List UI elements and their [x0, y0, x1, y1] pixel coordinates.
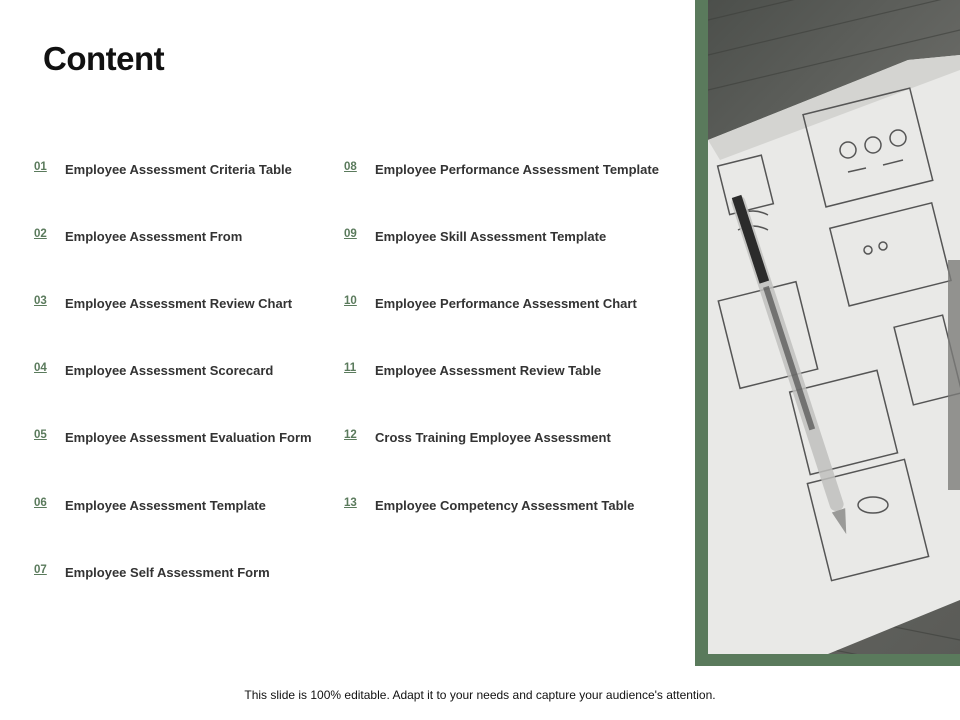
item-number[interactable]: 11 — [344, 362, 357, 374]
item-label: Cross Training Employee Assessment — [375, 430, 611, 445]
item-label: Employee Assessment From — [65, 229, 243, 244]
item-label: Employee Assessment Evaluation Form — [65, 430, 312, 445]
sketchbook-photo — [708, 0, 960, 654]
item-number[interactable]: 12 — [344, 429, 357, 441]
item-number[interactable]: 03 — [34, 295, 47, 307]
item-label: Employee Performance Assessment Template — [375, 162, 659, 177]
page-title: Content — [43, 40, 165, 77]
item-number[interactable]: 09 — [344, 228, 357, 240]
item-label: Employee Skill Assessment Template — [375, 229, 607, 244]
item-number[interactable]: 01 — [34, 161, 47, 173]
item-label: Employee Assessment Template — [65, 498, 266, 513]
item-number[interactable]: 13 — [344, 497, 357, 509]
item-number[interactable]: 02 — [34, 228, 47, 240]
item-label: Employee Assessment Scorecard — [65, 363, 274, 378]
item-number[interactable]: 10 — [344, 295, 357, 307]
item-label: Employee Assessment Review Chart — [65, 296, 293, 311]
item-number[interactable]: 06 — [34, 497, 47, 509]
item-number[interactable]: 08 — [344, 161, 357, 173]
item-label: Employee Performance Assessment Chart — [375, 296, 637, 311]
photo-frame — [695, 0, 960, 666]
item-label: Employee Competency Assessment Table — [375, 498, 635, 513]
footer-note: This slide is 100% editable. Adapt it to your needs and capture your audience's attention. — [244, 688, 716, 702]
item-label: Employee Self Assessment Form — [65, 565, 270, 580]
sketchbook-illustration — [708, 0, 960, 654]
item-label: Employee Assessment Review Table — [375, 363, 602, 378]
item-label: Employee Assessment Criteria Table — [65, 162, 292, 177]
item-number[interactable]: 05 — [34, 429, 47, 441]
item-number[interactable]: 07 — [34, 564, 47, 576]
item-number[interactable]: 04 — [34, 362, 47, 374]
